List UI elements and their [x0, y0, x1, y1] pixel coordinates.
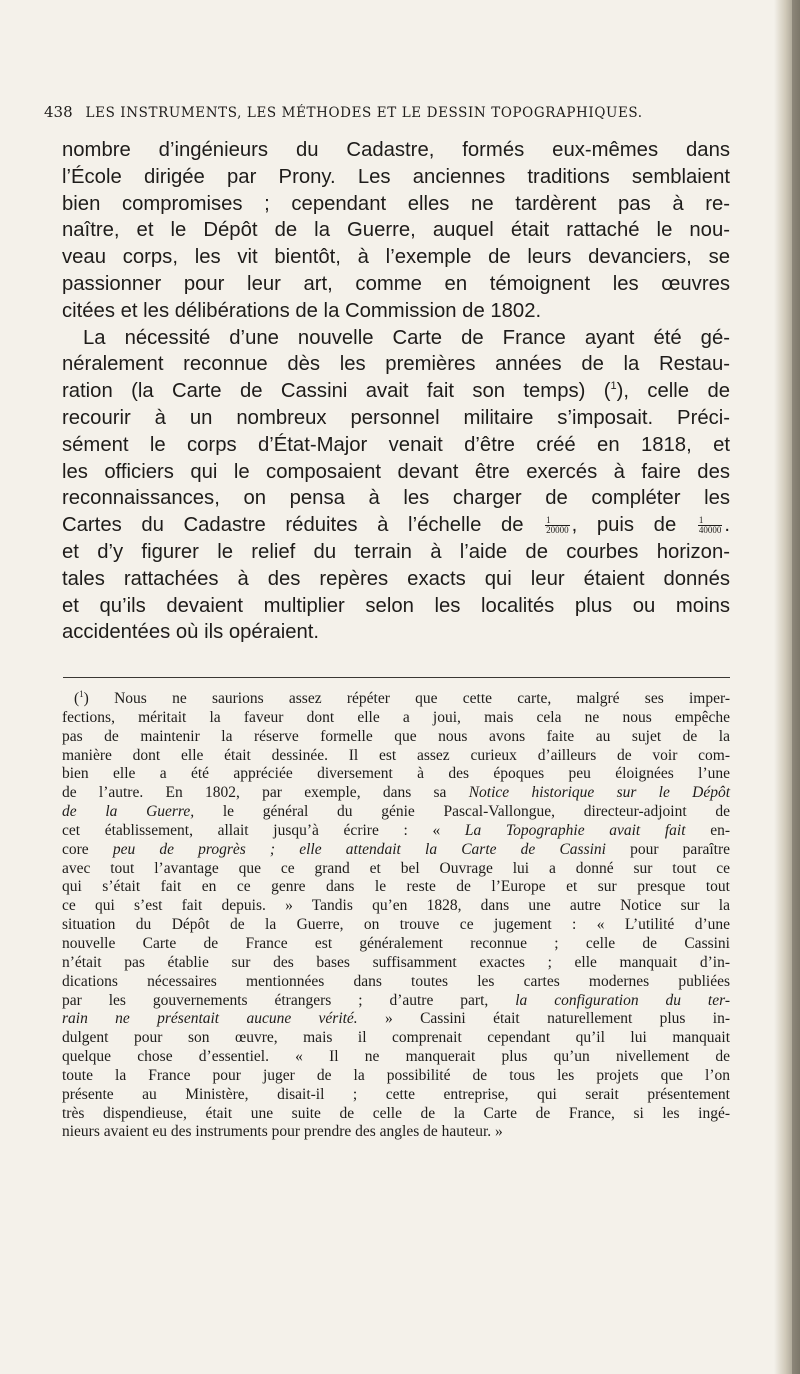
footnote-line: qui s’était fait en ce genre dans le reste de l’Europe et sur presque tout: [62, 878, 730, 896]
text-line: naître, et le Dépôt de la Guerre, auquel était rattaché le nou-: [62, 219, 730, 242]
footnote-line: dulgent pour son œuvre, mais il comprenait cependant qu’il lui manquait: [62, 1029, 730, 1047]
fraction-numerator: 1: [698, 516, 723, 526]
text-line: l’École dirigée par Prony. Les anciennes traditions semblaient: [62, 165, 730, 188]
footnote-line: situation du Dépôt de la Guerre, on trouve ce jugement : « L’utilité d’une: [62, 916, 730, 934]
text-segment: par les gouvernements étrangers ; d’autre part,: [62, 991, 489, 1009]
text-segment: le général du génie Pascal-Vallongue, directeur-adjoint de: [222, 803, 730, 821]
text-segment: Nous ne saurions assez répéter que cette carte, malgré ses imper-: [114, 690, 731, 707]
footnote-line: [62, 1010, 730, 1029]
footnote-line: toute la France pour juger de la possibilité de tous les projets que l’on: [62, 1066, 730, 1084]
footnote-line: ce qui s’est fait depuis. » Tandis qu’en 1828, dans une autre Notice sur la: [62, 897, 730, 915]
footnote-line: n’était pas établie sur des bases suffisamment exactes ; elle manquait d’in-: [62, 953, 730, 971]
italic-title: Notice historique sur le Dépôt: [468, 784, 731, 802]
text-line: et qu’ils devaient multiplier selon les localités plus ou moins: [62, 594, 730, 617]
italic-quote: peu de progrès ; elle attendait la Carte de Cassini: [112, 840, 606, 858]
fraction-numerator: 1: [545, 516, 570, 526]
fraction-denominator: 40000: [698, 525, 722, 536]
text-segment: Cartes du Cadastre réduites à l’échelle de: [62, 514, 524, 537]
footnote: [62, 690, 730, 1142]
footnote-line: [62, 822, 730, 841]
text-line: bien compromises ; cependant elles ne tardèrent pas à re-: [62, 192, 730, 215]
text-line: veau corps, les vit bientôt, à l’exemple de leurs devanciers, se: [62, 246, 730, 269]
text-segment: core: [62, 840, 89, 858]
footnote-line: pas de maintenir la réserve formelle que nous avons faite au sujet de la: [62, 727, 730, 745]
text-segment: » Cassini était naturellement plus in-: [385, 1010, 730, 1028]
footnote-line: bien elle a été appréciée diversement à des époques peu éloignées l’une: [62, 765, 730, 783]
text-line: et d’y figurer le relief du terrain à l’aide de courbes horizon-: [62, 540, 730, 563]
footnote-line: dications nécessaires mentionnées dans toutes les cartes modernes publiées: [62, 972, 730, 990]
text-line: tales rattachées à des repères exacts qui leur étaient donnés: [62, 567, 730, 590]
text-segment: de l’autre. En 1802, par exemple, dans sa: [62, 784, 447, 802]
footnote-line: [62, 690, 730, 709]
footnote-line: nouvelle Carte de France est généralement reconnue ; celle de Cassini: [62, 934, 730, 952]
text-segment: pour paraître: [630, 840, 731, 858]
text-line: les officiers qui le composaient devant être exercés à faire des: [62, 460, 730, 483]
footnote-line: manière dont elle était dessinée. Il est assez curieux d’ailleurs de voir com-: [62, 746, 730, 764]
text-line-with-fractions: Cartes du Cadastre réduites à l’échelle de $\frac{1}{20000}$ , puis de $\frac{1}{40000}$ .: [62, 514, 730, 537]
footnote-line: nieurs avaient eu des instruments pour prendre des angles de hauteur. »: [62, 1123, 503, 1141]
scale-fraction-1: [545, 516, 570, 535]
italic-quote: la configuration du ter-: [515, 991, 731, 1009]
footnote-line: quelque chose d’essentiel. « Il ne manquerait plus qu’un nivellement de: [62, 1048, 730, 1066]
main-text: [62, 137, 730, 646]
footnote-line: [62, 841, 730, 860]
text-line: citées et les délibérations de la Commission de 1802.: [62, 299, 542, 322]
footnote-marker-close: ): [83, 690, 89, 707]
footnote-marker-open: (: [74, 690, 80, 707]
text-line: nombre d’ingénieurs du Cadastre, formés eux-mêmes dans: [62, 139, 730, 161]
footnote-line: [62, 803, 730, 822]
text-line: passionner pour leur art, comme en témoignent les œuvres: [62, 272, 730, 295]
footnote-ref[interactable]: 1: [610, 380, 617, 393]
scale-fraction-2: [698, 516, 723, 535]
footnote-line: [62, 992, 730, 1011]
text-segment: ration (la Carte de Cassini avait fait son temps) (: [62, 380, 611, 403]
text-line: recourir à un nombreux personnel militaire s’imposait. Préci-: [62, 406, 730, 429]
text-line: sément le corps d’État-Major venait d’être créé en 1818, et: [62, 433, 730, 456]
text-segment: cet établissement, allait jusqu’à écrire : «: [62, 821, 441, 839]
running-header: [44, 103, 744, 121]
text-line: accidentées où ils opéraient.: [62, 621, 320, 644]
text-line: La nécessité d’une nouvelle Carte de France ayant été gé-: [83, 326, 730, 349]
footnote-line: présente au Ministère, disait-il ; cette entreprise, qui serait présentement: [62, 1085, 730, 1103]
text-segment: ), celle de: [616, 380, 731, 403]
text-line: reconnaissances, on pensa à les charger de compléter les: [62, 487, 730, 510]
page-edge-dark: [792, 0, 800, 1374]
footnote-line: très dispendieuse, était une suite de celle de la Carte de France, si les ingé-: [62, 1104, 730, 1122]
footnote-divider: [63, 677, 730, 678]
footnote-line: [62, 784, 730, 803]
page-number: 438: [44, 103, 73, 121]
text-segment: , puis de: [571, 514, 677, 537]
italic-quote: La Topographie avait fait: [464, 821, 686, 839]
running-title: LES INSTRUMENTS, LES MÉTHODES ET LE DESSIN TOPOGRAPHIQUES.: [85, 105, 643, 121]
italic-title: de la Guerre,: [62, 803, 195, 821]
fraction-denominator: 20000: [546, 525, 569, 536]
footnote-line: fections, méritait la faveur dont elle a joui, mais cela ne nous empêche: [62, 708, 730, 726]
footnote-line: avec tout l’avantage que ce grand et bel Ouvrage lui a donné sur tout ce: [62, 859, 730, 877]
text-segment: en-: [710, 821, 731, 839]
text-line: néralement reconnue dès les premières années de la Restau-: [62, 353, 730, 376]
italic-quote: rain ne présentait aucune vérité.: [62, 1010, 358, 1028]
footnote-marker-num: 1: [79, 688, 84, 699]
text-line-with-footnote-ref: [62, 378, 730, 405]
